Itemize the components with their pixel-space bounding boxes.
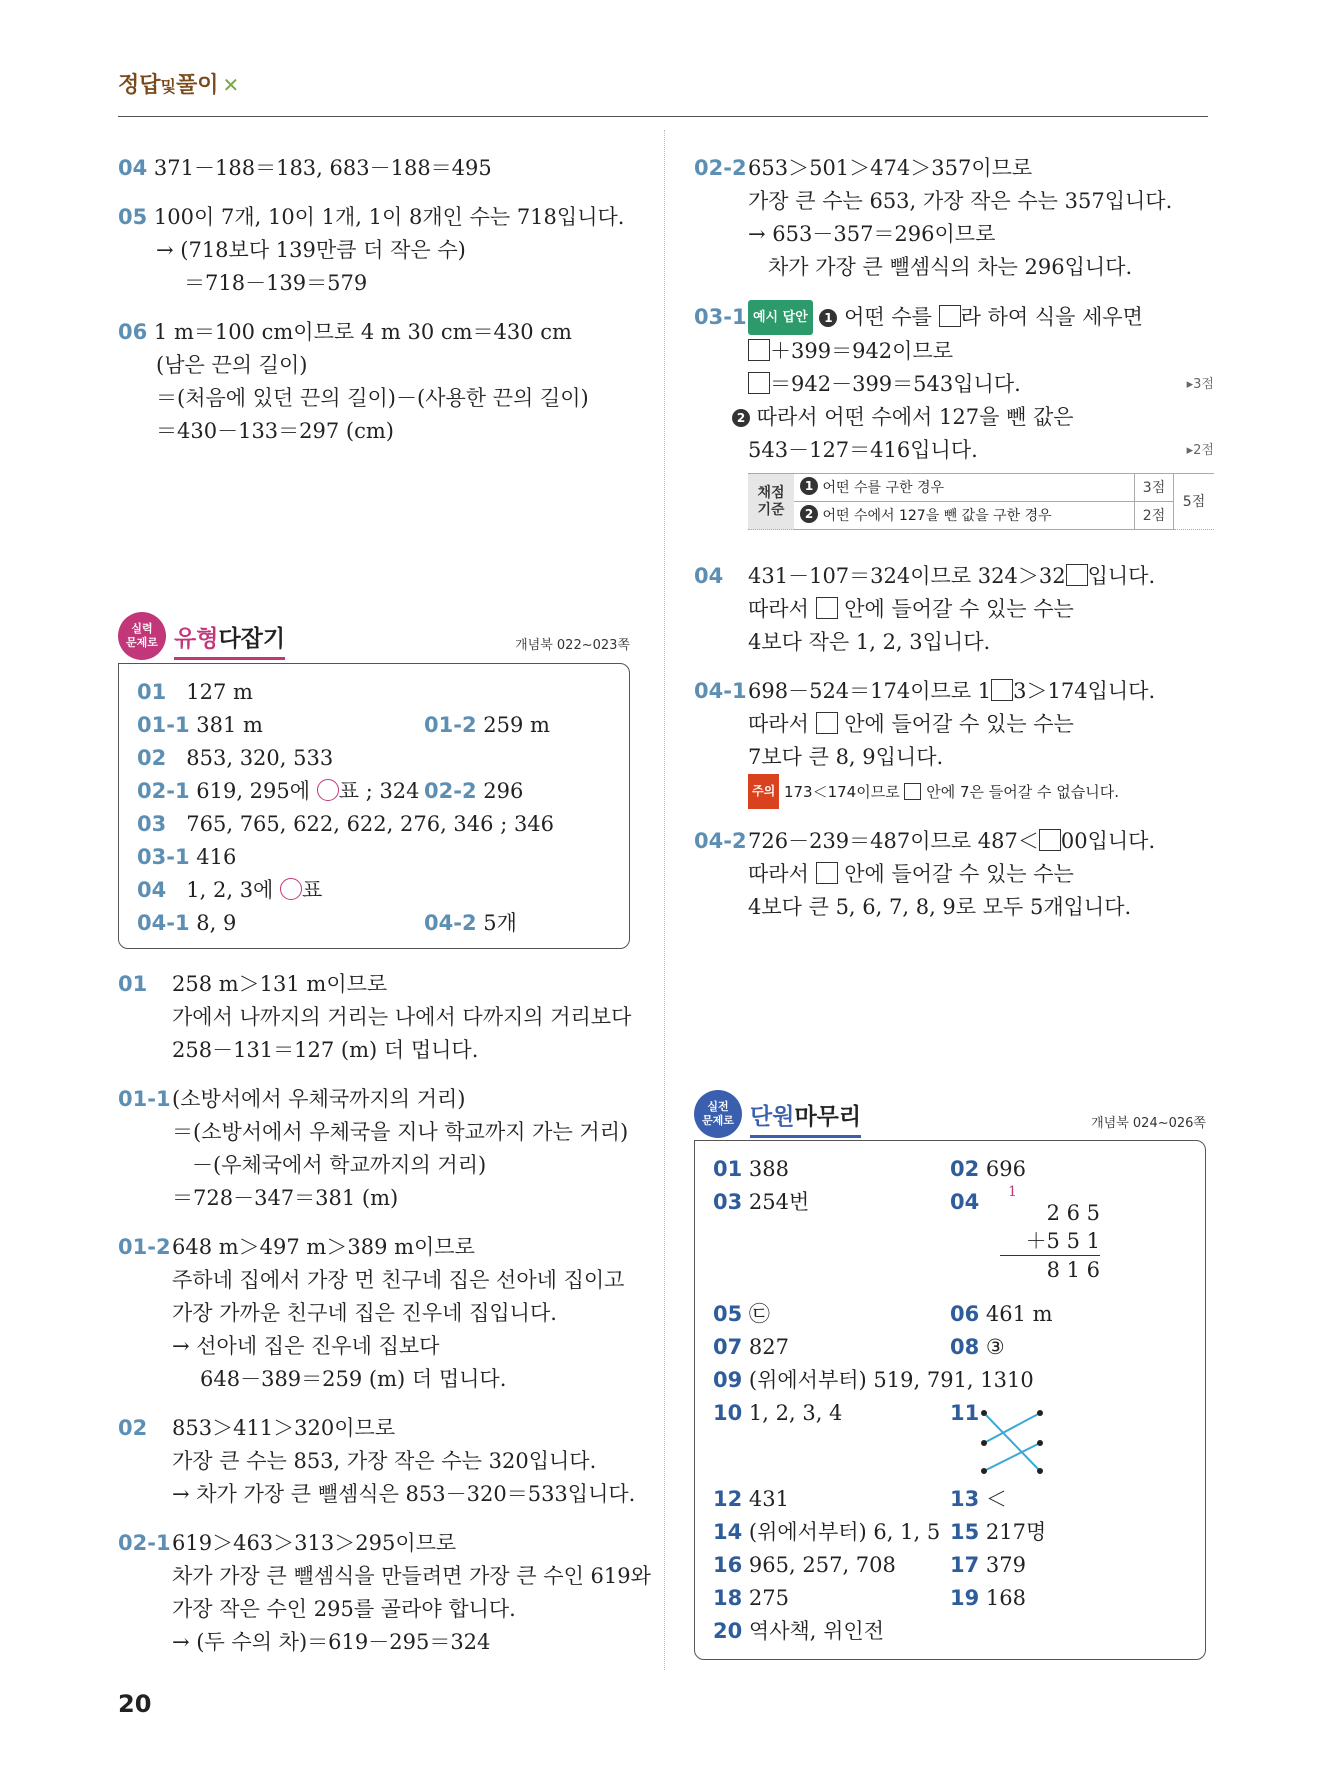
match-line [984,1443,1040,1471]
problem-number: 04 [118,156,148,180]
header-rule [118,116,1208,117]
criterion-score: 2점 [1135,502,1174,530]
solution-line: 어떤 수를 [837,305,939,329]
criterion-2 [794,502,1135,530]
solution-line: 100이 7개, 10이 1개, 1이 8개인 수는 718입니다. [153,205,625,229]
solution-line: 가장 큰 수는 653, 가장 작은 수는 357입니다. [748,189,1173,213]
answer-number: 17 [950,1553,980,1577]
solution-line: 따라서 [748,712,816,736]
solution-line: (남은 끈의 길이) [156,353,308,377]
answer-value: (위에서부터) 6, 1, 5 [748,1520,941,1544]
title-rest: 다잡기 [218,626,286,652]
answer-value: 461 m [985,1302,1053,1326]
answer-value: 127 m [186,680,253,704]
left-column-bottom [118,968,651,1675]
solution-line: 차가 가장 큰 뺄셈식을 만들려면 가장 큰 수인 619와 [172,1564,651,1588]
summary-panel [118,663,630,949]
answer-value: 표 [302,878,323,902]
solution-line: ＝942－399＝543입니다. [770,372,1021,396]
circle-mark-icon [317,779,339,801]
answer-number: 05 [713,1302,743,1326]
solution-line: 안에 들어갈 수 있는 수는 [837,862,1074,886]
answer-04 [118,152,638,185]
solution-01-1 [118,1083,638,1215]
badge-line: 문제로 [702,1114,734,1127]
section-badge [694,1090,742,1138]
solution-line: 주하네 집에서 가장 먼 친구네 집은 선아네 집이고 [172,1268,625,1292]
points-label: ▸2점 [1186,443,1214,458]
caution-text: 173＜174이므로 [779,783,905,801]
section-badge [118,612,166,660]
answer-number: 01-2 [424,713,477,737]
answer-number: 20 [713,1619,743,1643]
match-dot [981,1440,987,1446]
reference-pages: 개념북 022~023쪽 [515,638,630,653]
answer-number: 16 [713,1553,743,1577]
solution-line: ＝728－347＝381 (m) [172,1186,399,1210]
answer-number: 04 [950,1190,980,1214]
problem-number: 06 [118,320,148,344]
solution-line: ＝(소방서에서 우체국을 지나 학교까지 가는 거리) [172,1120,629,1144]
blank-box-icon [1066,564,1088,586]
left-column-top [118,152,638,464]
solution-line: 4보다 작은 1, 2, 3입니다. [748,630,991,654]
match-dot [1037,1468,1043,1474]
reference-pages: 개념북 024~026쪽 [1091,1116,1206,1131]
header-title-3: 풀이 [175,73,219,98]
answer-number: 01 [137,680,167,704]
solution-line: → 차가 가장 큰 뺄셈식은 853－320＝533입니다. [172,1482,636,1506]
answer-number: 04 [137,878,167,902]
solution-line: 648－389＝259 (m) 더 멉니다. [200,1367,507,1391]
answer-number: 13 [950,1487,980,1511]
answer-value: 696 [985,1157,1027,1181]
section-title [174,620,285,660]
problem-number-text: 01-1 [118,1087,171,1111]
answer-number: 02-2 [424,779,477,803]
answer-value: 416 [196,845,237,869]
example-answer-tag: 예시 답안 [748,300,813,335]
solution-line: 1 m＝100 cm이므로 4 m 30 cm＝430 cm [153,320,572,344]
answer-number: 02 [950,1157,980,1181]
solution-line: 가에서 나까지의 거리는 나에서 다까지의 거리보다 [172,1005,632,1029]
solution-line: 입니다. [1087,564,1156,588]
answer-value: 168 [985,1586,1027,1610]
solution-line: 라 하여 식을 세우면 [960,305,1143,329]
solution-line: ＋399＝942이므로 [770,339,954,363]
solution-01-2 [118,1231,638,1396]
solution-line: 258 m＞131 m이므로 [172,972,388,996]
answer-number: 09 [713,1368,743,1392]
answer-number: 01-1 [137,713,190,737]
page-number: 20 [118,1690,152,1718]
solution-02 [118,1412,638,1511]
solution-line: 726－239＝487이므로 487＜ [748,829,1039,853]
solution-04-1 [694,675,1214,809]
solution-line: 619＞463＞313＞295이므로 [172,1531,457,1555]
answer-value: ③ [985,1335,1005,1359]
solution-line: → (두 수의 차)＝619－295＝324 [172,1630,491,1654]
problem-number: 02 [118,1416,148,1440]
solution-line: 가장 큰 수는 853, 가장 작은 수는 320입니다. [172,1449,597,1473]
answer-value: (위에서부터) 519, 791, 1310 [748,1368,1034,1392]
answer-number: 06 [950,1302,980,1326]
solution-line: 698－524＝174이므로 1 [748,679,992,703]
points-label: ▸3점 [1186,377,1214,392]
answer-value: 379 [985,1553,1027,1577]
problem-number: 04-1 [694,679,747,703]
blank-box-icon [816,597,838,619]
answer-value: 5개 [483,911,517,935]
answer-value: 853, 320, 533 [186,746,334,770]
answer-value: 표 ; 324 [338,779,420,803]
answer-value: ㉢ [748,1302,770,1326]
total-score: 5점 [1174,474,1215,530]
solution-line: 648 m＞497 m＞389 m이므로 [172,1235,475,1259]
grading-label-2: 기준 [757,501,785,518]
answer-value: 217명 [985,1520,1047,1544]
solution-line: 7보다 큰 8, 9입니다. [748,745,944,769]
answer-number: 12 [713,1487,743,1511]
blank-box-icon [816,712,838,734]
circle-mark-icon [280,878,302,900]
answer-value: 254번 [748,1190,810,1214]
grading-label [748,474,794,530]
problem-number: 05 [118,205,148,229]
solution-line: ＝718－139＝579 [184,271,368,295]
pencil-cross-icon: ✕ [222,73,240,97]
section-header-type [118,612,630,668]
final-summary-panel [694,1140,1206,1660]
match-dot [1037,1410,1043,1416]
answer-05 [118,201,638,300]
solution-line: 가장 가까운 친구네 집은 진우네 집입니다. [172,1301,557,1325]
solution-02-1 [118,1527,651,1659]
step-two-icon: 2 [800,505,818,523]
sum-result: 8 1 6 [1046,1258,1100,1282]
blank-box-icon [991,679,1013,701]
problem-number: 02-1 [118,1531,171,1555]
answer-value: 619, 295에 [196,779,317,803]
answer-value: 1, 2, 3, 4 [748,1401,843,1425]
blank-box-icon [1039,829,1061,851]
caution-note [694,774,1214,809]
title-accent: 유형 [174,626,219,652]
answer-value: 381 m [196,713,263,737]
answer-value: 역사책, 위인전 [748,1619,884,1643]
blank-box-icon [904,783,921,800]
answer-number: 08 [950,1335,980,1359]
solution-line: 853＞411＞320이므로 [172,1416,396,1440]
solution-line: 431－107＝324이므로 324＞32 [748,564,1066,588]
solution-line: 가장 작은 수인 295를 골라야 합니다. [172,1597,516,1621]
answer-number: 10 [713,1401,743,1425]
solution-line: 4보다 큰 5, 6, 7, 8, 9로 모두 5개입니다. [748,895,1132,919]
solution-line: → 653－357＝296이므로 [748,222,996,246]
addend-top: 2 6 5 [1046,1201,1100,1225]
answer-number: 07 [713,1335,743,1359]
badge-line: 문제로 [126,636,158,649]
section-title [750,1098,861,1138]
solution-line: 543－127＝416입니다. [748,438,978,462]
answer-value: 259 m [483,713,550,737]
answer-value: ＜ [985,1487,1007,1511]
answer-number: 19 [950,1586,980,1610]
addend-bottom: ＋5 5 1 [1000,1227,1100,1256]
solution-line: 따라서 어떤 수에서 127을 뺀 값은 [750,405,1074,429]
answer-number: 11 [950,1401,980,1425]
solution-line: －(우체국에서 학교까지의 거리) [192,1153,487,1177]
criterion-text: 어떤 수를 구한 경우 [822,480,944,496]
match-line [984,1413,1040,1443]
problem-number: 01-2 [118,1235,171,1259]
solution-line: 653＞501＞474＞357이므로 [748,156,1033,180]
solution-line: ＝430－133＝297 (cm) [156,419,394,443]
caution-tag: 주의 [748,774,779,809]
header-title-2: 및 [160,77,176,96]
step-one-icon: 1 [800,477,818,495]
problem-number: 02-2 [694,156,747,180]
answer-value: 388 [748,1157,790,1181]
answer-number: 02-1 [137,779,190,803]
badge-line: 실전 [707,1100,729,1113]
criterion-1 [794,474,1135,502]
solution-line: ＝(처음에 있던 끈의 길이)－(사용한 끈의 길이) [156,386,589,410]
solution-01 [118,968,638,1067]
match-dot [1037,1440,1043,1446]
solution-line: 안에 들어갈 수 있는 수는 [837,712,1074,736]
badge-line: 실력 [131,622,153,635]
answer-value: 275 [748,1586,790,1610]
answer-value: 8, 9 [196,911,237,935]
criterion-text: 어떤 수에서 127을 뺀 값을 구한 경우 [822,508,1052,524]
solution-line: 258－131＝127 (m) 더 멉니다. [172,1038,479,1062]
blank-box-icon [748,339,770,361]
solution-02-2 [694,152,1214,284]
problem-number: 01 [118,972,148,996]
answer-number: 03-1 [137,845,190,869]
problem-number: 04-2 [694,829,747,853]
solution-line: 안에 들어갈 수 있는 수는 [837,597,1074,621]
solution-line: 371－188＝183, 683－188＝495 [153,156,492,180]
solution-04 [694,560,1214,659]
answer-value: 1, 2, 3에 [186,878,281,902]
problem-number: 03-1 [694,305,747,329]
grading-criteria-table [748,473,1214,530]
problem-number [118,1083,172,1116]
page-header [118,68,239,99]
criterion-score: 3점 [1135,474,1174,502]
solution-03-1 [694,300,1214,530]
match-dot [981,1410,987,1416]
step-one-icon: 1 [819,309,837,327]
blank-box-icon [939,305,961,327]
solution-line: 3＞174입니다. [1013,679,1156,703]
blank-box-icon [748,372,770,394]
caution-text: 안에 7은 들어갈 수 없습니다. [921,783,1120,801]
title-accent: 단원 [750,1104,795,1130]
answer-number: 03 [137,812,167,836]
match-line [984,1413,1040,1471]
answer-number: 04-1 [137,911,190,935]
grading-label-1: 채점 [757,484,785,501]
title-rest: 마무리 [794,1104,862,1130]
solution-line: 00입니다. [1060,829,1156,853]
answer-number: 18 [713,1586,743,1610]
answer-number: 14 [713,1520,743,1544]
answer-value: 765, 765, 622, 622, 276, 346 ; 346 [186,812,555,836]
matching-lines-diagram [978,1403,1050,1483]
right-column [694,152,1214,940]
answer-number: 01 [713,1157,743,1181]
carry-digit: 1 [1008,1184,1017,1200]
problem-number: 04 [694,564,724,588]
answer-06 [118,316,638,448]
step-two-icon: 2 [732,409,750,427]
column-divider [664,130,665,1670]
solution-line: → (718보다 139만큼 더 작은 수) [156,238,466,262]
answer-value: 827 [748,1335,790,1359]
match-dot [981,1468,987,1474]
answer-value: 965, 257, 708 [748,1553,896,1577]
solution-line: → 선아네 집은 진우네 집보다 [172,1334,440,1358]
solution-line: 따라서 [748,862,816,886]
solution-line: 따라서 [748,597,816,621]
solution-04-2 [694,825,1214,924]
solution-line: 차가 가장 큰 뺄셈식의 차는 296입니다. [768,255,1133,279]
answer-value: 296 [483,779,524,803]
solution-line: (소방서에서 우체국까지의 거리) [172,1087,466,1111]
blank-box-icon [816,862,838,884]
section-header-final [694,1090,1206,1146]
answer-value: 431 [748,1487,790,1511]
answer-number: 15 [950,1520,980,1544]
answer-number: 02 [137,746,167,770]
answer-number: 04-2 [424,911,477,935]
answer-number: 03 [713,1190,743,1214]
vertical-addition [1000,1185,1100,1284]
header-title-1: 정답 [118,73,161,98]
